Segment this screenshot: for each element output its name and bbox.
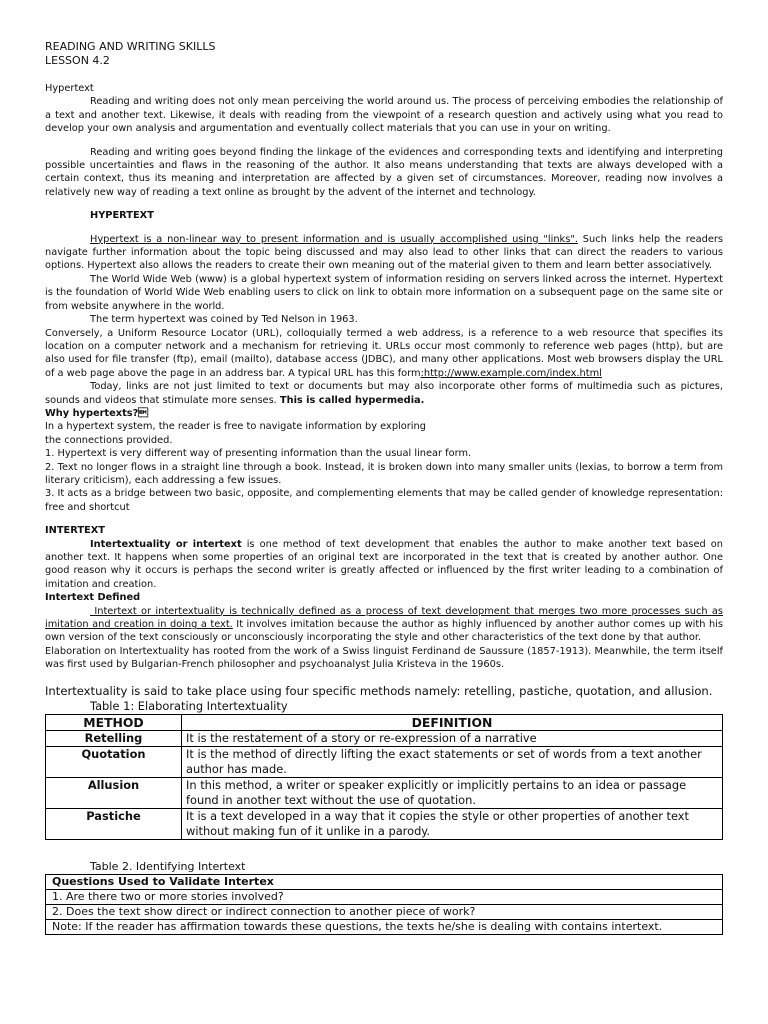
table1-header-method: METHOD [46, 714, 182, 730]
table2-cell: 2. Does the text show direct or indirect connection to another piece of work? [46, 904, 723, 919]
table-row [46, 746, 723, 777]
table-row [46, 889, 723, 904]
table1-caption: Table 1: Elaborating Intertextuality [90, 698, 288, 713]
table1-method-cell: Allusion [46, 777, 182, 808]
section-label-hypertext: Hypertext [45, 83, 94, 94]
table1-header-row [46, 714, 723, 730]
url-example-link[interactable]: :http://www.example.com/index.html [420, 367, 602, 379]
table1-definition-cell: In this method, a writer or speaker explicitly or implicitly pertains to an idea or passage found in another text without the use of quotation. [182, 777, 723, 808]
table2-cell: Note: If the reader has affirmation towards these questions, the texts he/she is dealing with contains intertext. [46, 919, 723, 934]
why-list-item-3: 3. It acts as a bridge between two basic, opposite, and complementing elements that may be called gender of knowledge representation: free and shortcut [45, 488, 723, 513]
intertext-definition-rest: It involves imitation because the author as highly influenced by another author comes up with his own version of the text consciously or unconsciously incorporating the style and other characteristics of the text done by that author. [45, 619, 723, 644]
document-title: READING AND WRITING SKILLS [45, 40, 216, 53]
table2-cell: 1. Are there two or more stories involved? [46, 889, 723, 904]
table2-caption: Table 2. Identifying Intertext [90, 859, 246, 873]
intertextuality-term: Intertextuality or intertext [90, 538, 242, 550]
table-row [46, 730, 723, 746]
table-elaborating-intertextuality [45, 714, 723, 840]
why-hypertexts-heading: Why hypertexts? [45, 407, 149, 419]
table2-header: Questions Used to Validate Intertex [46, 874, 723, 889]
table1-method-cell: Retelling [46, 730, 182, 746]
intro-paragraph-2: Reading and writing goes beyond finding the linkage of the evidences and corresponding texts and identifying and interpreting possible uncertainties and flaws in the reasoning of the author. It also means understanding that texts are always developed with a certain context, thus its meaning and interpretation are affected by a given set of circumstances. Moreover, reading now involves a relatively new way of reading a text online as brought by the advent of the internet and technology. [45, 146, 723, 198]
hypertext-heading: HYPERTEXT [90, 210, 154, 222]
intro-paragraph-1: Reading and writing does not only mean perceiving the world around us. The process of perceiving embodies the relationship of a text and another text. Likewise, it deals with reading from the viewpoint of a research question and actively using what you read to develop your own analysis and argumentation and eventually collect materials that you can use in your on writing. [45, 96, 723, 135]
document-page [45, 40, 723, 935]
table1-definition-cell: It is a text developed in a way that it copies the style or other properties of another text without making fun of it unlike in a parody. [182, 808, 723, 839]
intertext-definition [45, 605, 723, 645]
why-intro-line-2: the connections provided. [45, 434, 173, 446]
table-row [46, 777, 723, 808]
elaboration-paragraph: Elaboration on Intertextuality has rooted from the work of a Swiss linguist Ferdinand de Saussure (1857-1913). Meanwhile, the term itself was first used by Bulgarian-French philosopher and psychoanalyst Julia Kristeva in the 1960s. [45, 645, 723, 671]
table1-definition-cell: It is the method of directly lifting the exact statements or set of words from a text another author has made. [182, 746, 723, 777]
why-intro-line-1: In a hypertext system, the reader is free to navigate information by exploring [45, 421, 426, 433]
www-paragraph: The World Wide Web (www) is a global hypertext system of information residing on servers linked across the internet. Hypertext is the foundation of World Wide Web enabling users to click on link to obtain more information on a subsequent page on the same site or from website anywhere in the world. [45, 273, 723, 312]
intertext-heading: INTERTEXT [45, 525, 105, 537]
url-paragraph [45, 327, 723, 381]
table1-method-cell: Quotation [46, 746, 182, 777]
today-text: Today, links are not just limited to text or documents but may also incorporate other forms of multimedia such as pictures, sounds and videos that stimulate more senses. [45, 381, 723, 406]
intertext-defined-heading: Intertext Defined [45, 592, 141, 604]
table-row [46, 808, 723, 839]
table1-method-cell: Pastiche [46, 808, 182, 839]
why-list-item-2: 2. Text no longer flows in a straight line through a book. Instead, it is broken down into many smaller units (lexias, to borrow a term from literary criticism), each addressing a few issues. [45, 461, 723, 486]
coined-paragraph: The term hypertext was coined by Ted Nelson in 1963. [90, 314, 358, 326]
methods-sentence: Intertextuality is said to take place using four specific methods namely: retelling, pastiche, quotation, and allusion. [45, 683, 713, 698]
hypertext-definition-underlined: Hypertext is a non-linear way to present information and is usually accomplished using "links". [90, 233, 578, 245]
hypermedia-term: This is called hypermedia. [279, 394, 425, 406]
today-paragraph [45, 380, 723, 407]
intertext-paragraph-rest: is one method of text development that enables the author to make another text based on another text. It happens when some properties of an original text are incorporated in the text that is created by another author. One good reason why it occurs is perhaps the second writer is greatly affected or influenced by the first writer leading to a combination of imitation and creation. [45, 538, 723, 590]
hypertext-definition-rest: Such links help the readers navigate further information about the topic being discussed and may also lead to other links that can direct the readers to various options. Hypertext also allows the readers to create their own meaning out of the material given to them and learn better associatively. [45, 233, 723, 272]
url-paragraph-text: Conversely, a Uniform Resource Locator (URL), colloquially termed a web address, is a reference to a web resource that specifies its location on a computer network and a mechanism for retrieving it. URLs occur most commonly to reference web pages (http), but are also used for file transfer (ftp), email (mailto), database access (JDBC), and many other applications. Most web browsers display the URL of a web page above the page in an address bar. A typical URL has this form [45, 327, 723, 379]
table-row [46, 904, 723, 919]
intertext-paragraph [45, 538, 723, 592]
lesson-number: LESSON 4.2 [45, 54, 110, 67]
why-list-item-1: 1. Hypertext is very different way of presenting information than the usual linear form. [45, 448, 472, 460]
table1-definition-cell: It is the restatement of a story or re-expression of a narrative [182, 730, 723, 746]
table-identifying-intertext [45, 874, 723, 935]
intertext-definition-underlined: Intertext or intertextuality is technically defined as a process of text development that merges two more processes such as imitation and creation in doing a text. [45, 605, 723, 631]
table1-header-definition: DEFINITION [182, 714, 723, 730]
table-row [46, 919, 723, 934]
hypertext-definition [45, 233, 723, 273]
table2-header-row [46, 874, 723, 889]
